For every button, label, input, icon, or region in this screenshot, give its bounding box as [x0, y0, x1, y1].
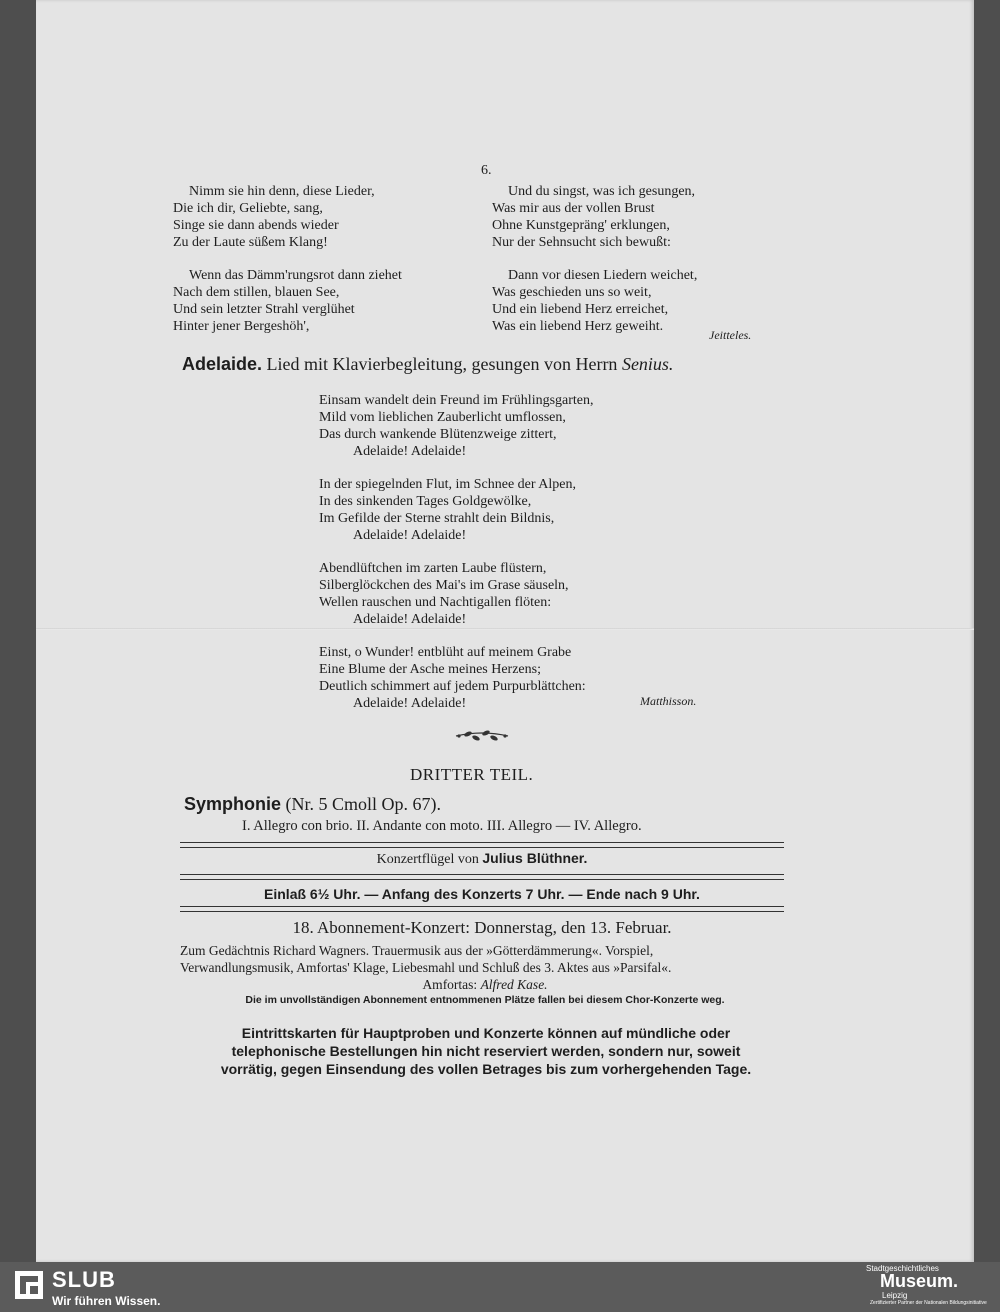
museum-label: Stadtgeschichtliches	[866, 1264, 939, 1273]
page-number: 6.	[481, 163, 492, 178]
program-line: Verwandlungsmusik, Amfortas' Klage, Liebesmahl und Schluß des 3. Aktes aus »Parsifal«.	[180, 960, 672, 975]
adelaide-lyrics	[319, 392, 594, 712]
poem-line: Was ein liebend Herz geweiht.	[492, 319, 664, 334]
poem-line: Ohne Kunstgepräng' erklungen,	[492, 218, 670, 233]
document-page	[36, 0, 974, 1262]
double-rule	[180, 906, 784, 912]
lyric-line: Silberglöckchen des Mai's im Grase säuseln,	[319, 578, 569, 593]
slub-name[interactable]: SLUB	[52, 1267, 116, 1292]
poem-line: Und sein letzter Strahl verglühet	[173, 302, 355, 317]
lyric-line: Einsam wandelt dein Freund im Frühlingsgarten,	[319, 393, 594, 408]
poem-line: Dann vor diesen Liedern weichet,	[508, 268, 698, 283]
symphony-movements: I. Allegro con brio. II. Andante con moto. III. Allegro — IV. Allegro.	[242, 818, 642, 834]
lyric-line: In des sinkenden Tages Goldgewölke,	[319, 494, 532, 509]
lyric-line: Das durch wankende Blütenzweige zittert,	[319, 427, 557, 442]
lyric-line: Deutlich schimmert auf jedem Purpurblättchen:	[319, 679, 586, 694]
double-rule	[180, 842, 784, 848]
double-rule	[180, 874, 784, 880]
poem-line: Zu der Laute süßem Klang!	[173, 235, 328, 250]
tickets-notice	[176, 1024, 796, 1078]
tickets-notice-line: vorrätig, gegen Einsendung des vollen Betrages bis zum vorhergehenden Tage.	[220, 1061, 752, 1077]
tickets-notice-line: Eintrittskarten für Hauptproben und Konzerte können auf mündliche oder	[241, 1025, 731, 1041]
cast-name: Alfred Kase.	[480, 977, 548, 992]
poem-line: Und ein liebend Herz erreichet,	[492, 302, 669, 317]
concert-times: Einlaß 6½ Uhr. — Anfang des Konzerts 7 Uhr. — Ende nach 9 Uhr.	[264, 886, 700, 902]
leaf-ornament-icon	[454, 726, 510, 744]
symphony-label: Symphonie	[184, 794, 282, 814]
viewer-footer	[0, 1262, 1000, 1312]
adelaide-author: Matthisson.	[640, 694, 697, 708]
lyric-line: In der spiegelnden Flut, im Schnee der Alpen,	[319, 477, 576, 492]
lyric-refrain: Adelaide! Adelaide!	[353, 528, 467, 543]
poem-line: Und du singst, was ich gesungen,	[508, 184, 696, 199]
adelaide-singer: Senius.	[621, 354, 674, 374]
museum-name[interactable]: Museum.	[880, 1271, 959, 1291]
program-line: Zum Gedächtnis Richard Wagners. Trauermusik aus der »Götterdämmerung«. Vorspiel,	[180, 943, 654, 958]
next-concert-heading: 18. Abonnement-Konzert: Donnerstag, den 13. Februar.	[292, 918, 672, 937]
adelaide-description: Lied mit Klavierbegleitung, gesungen von Herrn	[266, 354, 618, 374]
lyric-refrain: Adelaide! Adelaide!	[353, 444, 467, 459]
piano-credit	[180, 850, 784, 868]
lyric-refrain: Adelaide! Adelaide!	[353, 612, 467, 627]
adelaide-heading	[182, 354, 673, 375]
poem-line: Singe sie dann abends wieder	[173, 218, 339, 233]
cast-role: Amfortas:	[422, 977, 478, 992]
lyric-line: Wellen rauschen und Nachtigallen flöten:	[319, 595, 552, 610]
poem-line: Wenn das Dämm'rungsrot dann ziehet	[189, 268, 402, 283]
poem-line: Nimm sie hin denn, diese Lieder,	[189, 184, 375, 199]
lyric-line: Abendlüftchen im zarten Laube flüstern,	[319, 561, 547, 576]
poem-line: Hinter jener Bergeshöh',	[173, 319, 310, 334]
program-cast	[180, 976, 790, 993]
poem-right-column	[492, 183, 697, 335]
lyric-line: Mild vom lieblichen Zauberlicht umflossen,	[319, 410, 566, 425]
poem-line: Was geschieden uns so weit,	[492, 285, 652, 300]
poem-line: Nur der Sehnsucht sich bewußt:	[492, 235, 671, 250]
slub-tagline: Wir führen Wissen.	[52, 1294, 161, 1308]
poem-line: Nach dem stillen, blauen See,	[173, 285, 340, 300]
lyric-refrain: Adelaide! Adelaide!	[353, 696, 467, 711]
section-title: DRITTER TEIL.	[410, 765, 534, 784]
lyric-line: Im Gefilde der Sterne strahlt dein Bildnis,	[319, 511, 555, 526]
lyric-line: Einst, o Wunder! entblüht auf meinem Grabe	[319, 645, 572, 660]
piano-prefix: Konzertflügel von	[376, 852, 479, 867]
slub-logo-icon[interactable]	[14, 1270, 44, 1300]
next-concert-program	[180, 942, 790, 993]
poem-line: Was mir aus der vollen Brust	[492, 201, 655, 216]
adelaide-title: Adelaide.	[182, 354, 263, 374]
lyric-line: Eine Blume der Asche meines Herzens;	[319, 662, 541, 677]
symphony-detail: (Nr. 5 Cmoll Op. 67).	[285, 794, 442, 814]
museum-city: Leipzig	[882, 1291, 908, 1300]
museum-certification: Zertifizierter Partner der Nationalen Bildungsinitiative	[870, 1300, 987, 1306]
symphony-heading	[184, 794, 441, 815]
piano-maker: Julius Blüthner.	[482, 850, 588, 866]
tickets-notice-line: telephonische Bestellungen hin nicht reserviert werden, sondern nur, soweit	[231, 1043, 741, 1059]
subscription-notice: Die im unvollständigen Abonnement entnommenen Plätze fallen bei diesem Chor-Konzerte weg.	[245, 994, 725, 1006]
poem-author: Jeitteles.	[709, 328, 752, 342]
poem-left-column	[173, 183, 402, 335]
poem-line: Die ich dir, Geliebte, sang,	[173, 201, 323, 216]
